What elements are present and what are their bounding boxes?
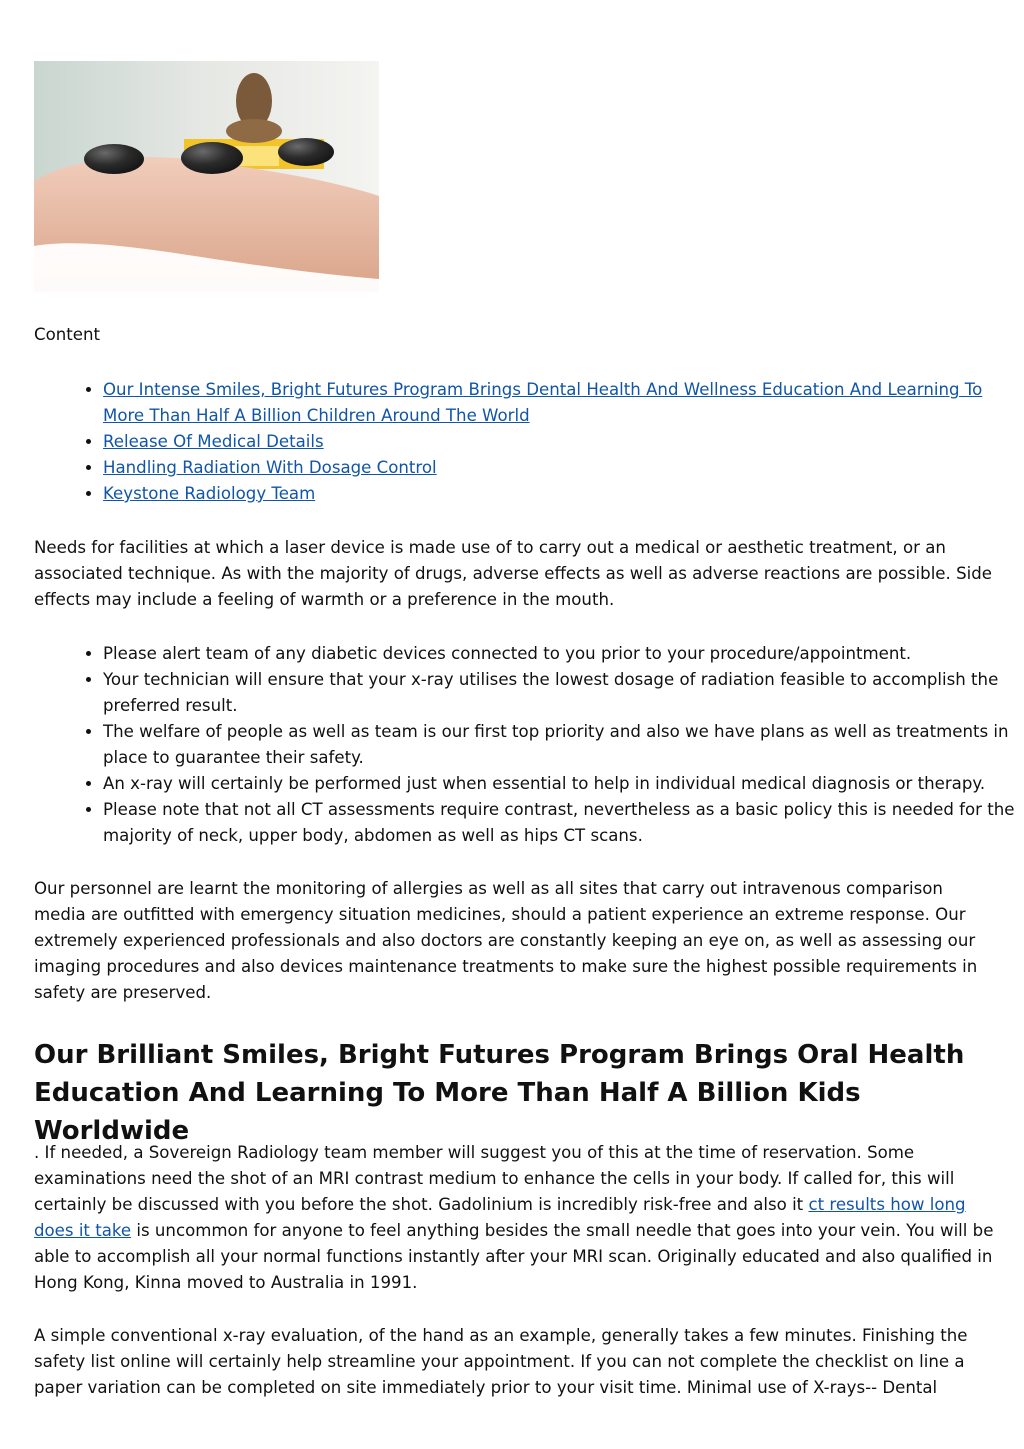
paragraph: A simple conventional x-ray evaluation, of the hand as an example, generally takes a few minutes. Finishing the safety list online will certainly help streamline your appointment. If you can not complete the checklist on line a paper variation can be completed on site immediately prior to your visit time. Minimal use of X-rays-- Dental (34, 1326, 968, 1397)
toc-link[interactable]: Keystone Radiology Team (103, 484, 316, 503)
table-of-contents (69, 377, 1024, 507)
list-item: • Your technician will ensure that your x-ray utilises the lowest dosage of radiation feasible to accomplish the preferred result. (103, 667, 1024, 719)
list-item: • The welfare of people as well as team is our first top priority and also we have plans as well as treatments in place to guarantee their safety. (103, 719, 1024, 771)
toc-link[interactable]: Our Intense Smiles, Bright Futures Program Brings Dental Health And Wellness Education And Learning To More Than Half A Billion Children Around The World (103, 380, 983, 425)
toc-link[interactable]: Handling Radiation With Dosage Control (103, 458, 437, 477)
paragraph: Our personnel are learnt the monitoring of allergies as well as all sites that carry out intravenous comparison media are outfitted with emergency situation medicines, should a patient experience an extreme response. Our extremely experienced professionals and also doctors are constantly keeping an eye on, as well as assessing our imaging procedures and also devices maintenance treatments to make sure the highest possible requirements in safety are preserved. (34, 879, 978, 1002)
hot-stone-massage-photo (34, 61, 379, 292)
toc-item (103, 377, 1024, 429)
list-item: • Please alert team of any diabetic devices connected to you prior to your procedure/appointment. (103, 641, 1024, 667)
toc-link[interactable]: Release Of Medical Details (103, 432, 324, 451)
inline-link[interactable]: ct results how long does it take (34, 1195, 966, 1240)
content-label: Content (34, 325, 100, 344)
list-item: • An x-ray will certainly be performed just when essential to help in individual medical diagnosis or therapy. (103, 771, 1024, 797)
bullet-list (69, 641, 1024, 849)
paragraph-text: is uncommon for anyone to feel anything besides the small needle that goes into your vein. You will be able to accomplish all your normal functions instantly after your MRI scan. Originally educated and also qualified in Hong Kong, Kinna moved to Australia in 1991. (34, 1221, 994, 1292)
paragraph (34, 1140, 994, 1296)
toc-item (103, 455, 1024, 481)
list-item: • Please note that not all CT assessments require contrast, nevertheless as a basic policy this is needed for the majority of neck, upper body, abdomen as well as hips CT scans. (103, 797, 1024, 849)
toc-item (103, 429, 1024, 455)
section-heading: Our Brilliant Smiles, Bright Futures Program Brings Oral Health Education And Learning To More Than Half A Billion Kids Worldwide (34, 1040, 965, 1146)
paragraph: Needs for facilities at which a laser device is made use of to carry out a medical or aesthetic treatment, or an associated technique. As with the majority of drugs, adverse effects as well as adverse reactions are possible. Side effects may include a feeling of warmth or a preference in the mouth. (34, 538, 992, 609)
paragraph-text: . If needed, a Sovereign Radiology team member will suggest you of this at the time of reservation. Some examinations need the shot of an MRI contrast medium to enhance the cells in your body. If called for, this will certainly be discussed with you before the shot. Gadolinium is incredibly risk-free and also it (34, 1143, 955, 1214)
toc-item (103, 481, 1024, 507)
